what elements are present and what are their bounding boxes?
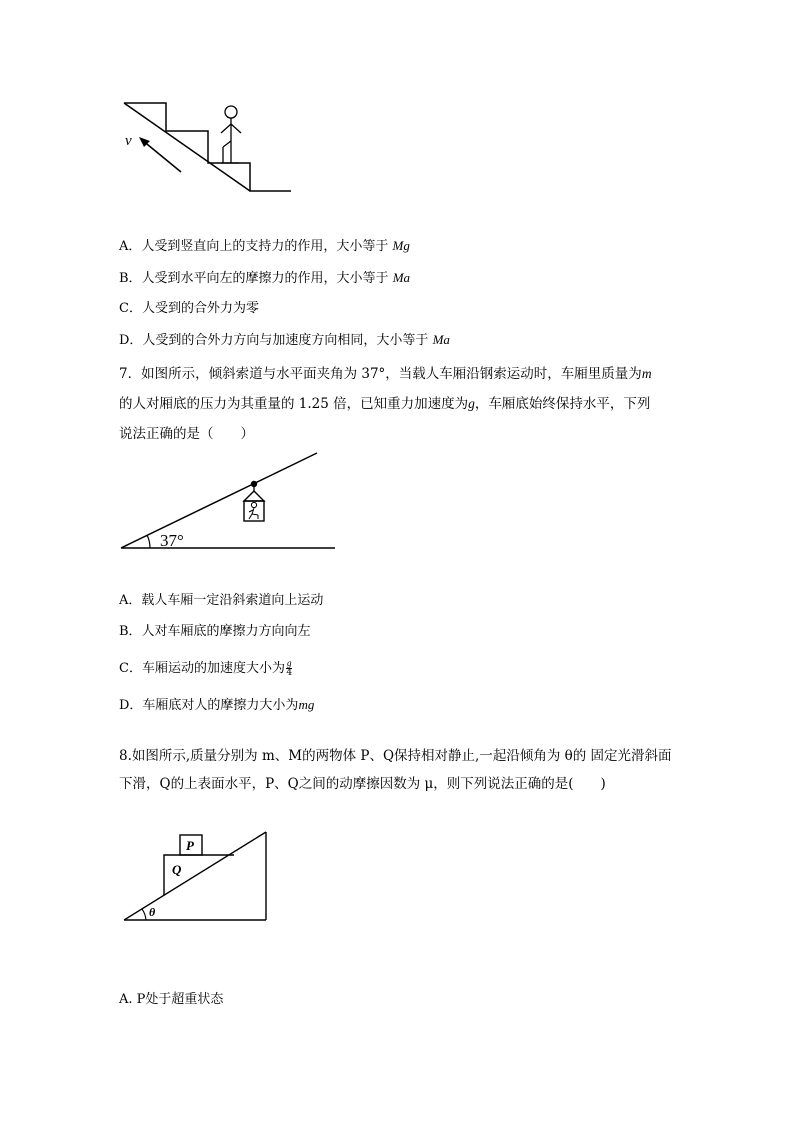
incline-blocks-figure — [0, 820, 794, 930]
escalator-figure — [0, 0, 794, 200]
q7-option-a: A．载人车厢一定沿斜索道向上运动 — [119, 593, 324, 608]
q7-option-d: D．车厢底对人的摩擦力大小为mg — [119, 697, 315, 713]
q7-stem-line3: 说法正确的是（ ） — [119, 426, 254, 442]
angle-arc — [147, 535, 150, 548]
label-p: P — [186, 838, 194, 853]
car-body — [244, 501, 264, 521]
q7-option-c: C．车厢运动的加速度大小为 $\frac{g}{4}$ — [119, 658, 293, 678]
q7-stem-line2: 的人对厢底的压力为其重量的 1.25 倍，已知重力加速度为g，车厢底始终保持水平，下列 — [119, 396, 651, 412]
q8-stem-line1: 8.如图所示,质量分别为 m、M的两物体 P、Q保持相对静止,一起沿倾角为 θ的 固定光滑斜面 — [119, 748, 672, 764]
escalator-steps — [124, 103, 291, 191]
q8-stem-line2: 下滑，Q的上表面水平，P、Q之间的动摩擦因数为 μ，则下列说法正确的是( ) — [119, 776, 606, 792]
cable-line — [121, 453, 317, 548]
q8-option-a: A. P处于超重状态 — [119, 992, 224, 1007]
person-icon — [221, 106, 241, 163]
incline-hypotenuse — [124, 832, 266, 920]
q7-stem-line1: 7．如图所示，倾斜索道与水平面夹角为 37°，当载人车厢沿钢索运动时，车厢里质量为m — [119, 366, 652, 382]
theta-arc — [142, 909, 146, 920]
label-theta: θ — [149, 905, 156, 919]
car-roof — [244, 491, 264, 501]
q6-option-b: B．人受到水平向左的摩擦力的作用，大小等于 Ma — [119, 270, 411, 286]
cable-car-figure — [0, 440, 794, 560]
label-q: Q — [172, 862, 182, 877]
q6-option-d: D．人受到的合外力方向与加速度方向相同，大小等于 Ma — [119, 332, 450, 348]
q6-option-a: A．人受到竖直向上的支持力的作用，大小等于 Mg — [119, 238, 410, 254]
passenger-icon — [249, 502, 258, 519]
q7-option-b: B．人对车厢底的摩擦力方向向左 — [119, 624, 311, 639]
fraction-g-over-4: $\frac{g}{4}$ — [286, 658, 293, 678]
velocity-label: v — [125, 133, 132, 149]
velocity-arrow — [142, 140, 181, 172]
angle-label: 37° — [160, 531, 184, 550]
q6-option-c: C．人受到的合外力为零 — [119, 301, 259, 316]
